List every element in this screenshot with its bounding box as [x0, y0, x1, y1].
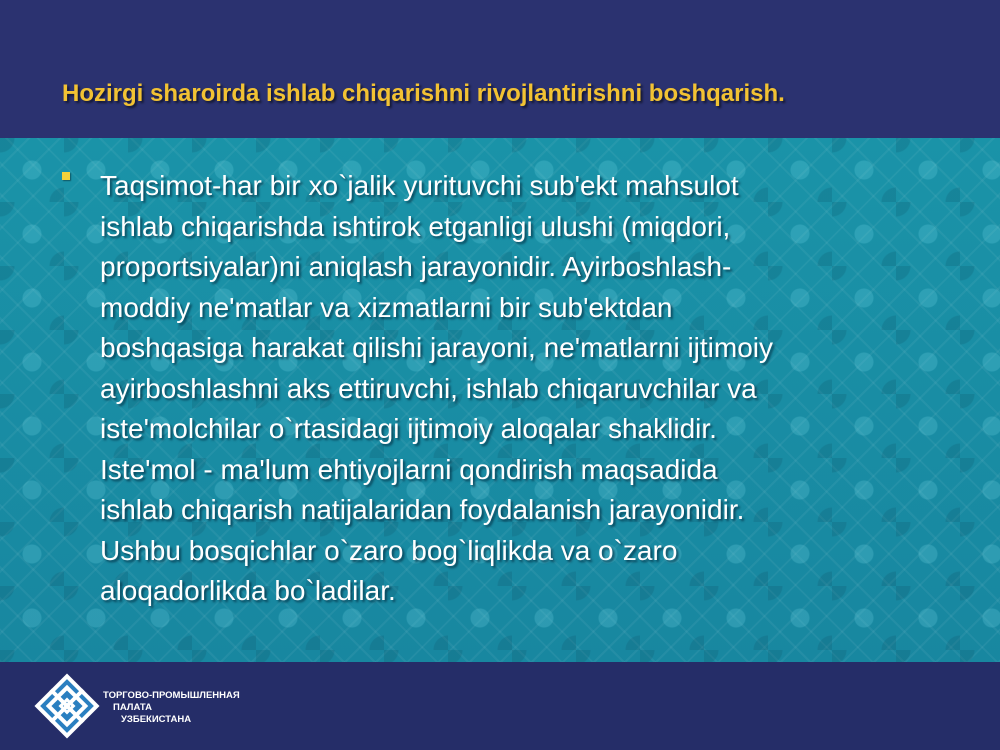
body-line-4: moddiy ne'matlar va xizmatlarni bir sub'ektdan	[100, 291, 673, 323]
body-line-2: ishlab chiqarishda ishtirok etganligi ulushi (miqdori,	[100, 210, 731, 242]
logo-caption	[103, 690, 240, 726]
chamber-of-commerce-logo-icon	[32, 671, 102, 741]
body-line-1: Taqsimot-har bir xo`jalik yurituvchi sub'ekt mahsulot	[100, 170, 739, 201]
body-line-3: proportsiyalar)ni aniqlash jarayonidir. Ayirboshlash-	[100, 251, 732, 282]
body-line-8: Iste'mol - ma'lum ehtiyojlarni qondirish maqsadida	[100, 453, 718, 485]
body-line-10: Ushbu bosqichlar o`zaro bog`liqlikda va o`zaro	[100, 534, 678, 566]
logo-caption-line-2: ПАЛАТА	[113, 702, 152, 713]
body-line-7: iste'molchilar o`rtasidagi ijtimoiy aloqalar shaklidir.	[100, 413, 717, 444]
body-line-9: ishlab chiqarish natijalaridan foydalanish jarayonidir.	[100, 494, 745, 525]
body-line-5: boshqasiga harakat qilishi jarayoni, ne'matlarni ijtimoiy	[100, 332, 774, 363]
logo-caption-line-3: УЗБЕКИСТАНА	[121, 714, 192, 725]
bullet-marker-icon	[62, 172, 70, 180]
slide-title: Hozirgi sharoirda ishlab chiqarishni rivojlantirishni boshqarish.	[62, 80, 785, 107]
bullet-text	[100, 166, 950, 612]
logo-caption-line-1: ТОРГОВО-ПРОМЫШЛЕННАЯ	[103, 690, 240, 701]
body-line-11: aloqadorlikda bo`ladilar.	[100, 575, 396, 606]
header-band	[0, 0, 1000, 138]
body-line-6: ayirboshlashni aks ettiruvchi, ishlab chiqaruvchilar va	[100, 372, 757, 404]
